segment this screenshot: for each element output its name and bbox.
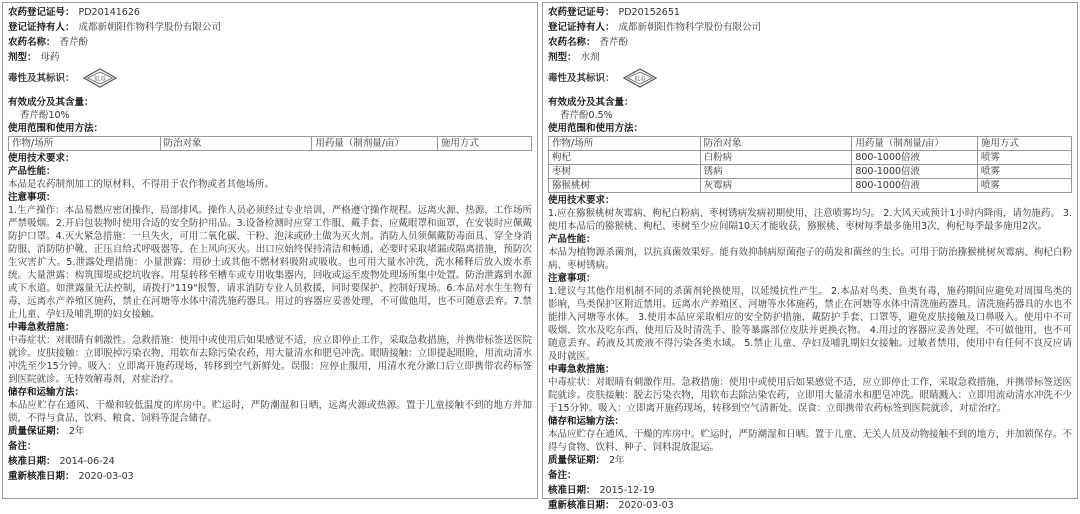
low-toxicity-diamond-icon <box>623 68 657 88</box>
usage-table <box>8 136 532 151</box>
registration-number-value: PD20141626 <box>78 7 140 18</box>
toxicity-label: 毒性及其标识： <box>548 72 615 84</box>
usage-heading: 使用范围和使用方法： <box>8 123 104 134</box>
cell-crop: 枣树 <box>549 165 701 179</box>
certificate-holder-value: 成都新朝阳作物科学股份有限公司 <box>78 22 222 33</box>
registration-number-label: 农药登记证号： <box>8 7 75 18</box>
remark-row <box>548 469 1072 484</box>
cell-target: 锈病 <box>700 165 852 179</box>
registration-number-value: PD20152651 <box>618 7 680 18</box>
low-toxicity-icon-text: 低毒 <box>633 76 646 83</box>
formulation-label: 剂型： <box>8 52 37 63</box>
approval-date-value: 2015-12-19 <box>599 485 655 496</box>
pesticide-name-label: 农药名称： <box>8 37 56 48</box>
usage-col-crop: 作物/场所 <box>549 137 701 151</box>
warranty-value: 2年 <box>609 455 625 466</box>
first-aid-text: 中毒症状：对眼睛有刺激性。急救措施：使用中或使用后如果感觉不适，应立即停止工作，采取急救措施，并携带标签送医院就诊。皮肤接触：立即脱掉污染衣物，用软布去除污染农药，用大量清水和肥皂冲洗。眼睛接触：立即提起眼睑，用流动清水冲洗至少15分钟。吸入：立即离开施药现场，转移到空气新鲜处。误服：应停止服用，用清水充分漱口后立即携带农药标签到医院就诊。无特效解毒剂，对症治疗。 <box>8 335 532 385</box>
certificate-holder-row <box>8 21 532 36</box>
reapproval-date-row <box>8 470 532 485</box>
pesticide-label-panel-left <box>2 2 538 499</box>
toxicity-label: 毒性及其标识： <box>8 72 75 84</box>
warranty-row <box>8 425 532 440</box>
cell-method: 喷雾 <box>977 179 1071 193</box>
usage-col-method: 施用方式 <box>977 137 1071 151</box>
approval-date-label: 核准日期： <box>548 485 596 496</box>
usage-heading: 使用范围和使用方法： <box>548 123 644 134</box>
cell-crop: 猕猴桃树 <box>549 179 701 193</box>
warranty-label: 质量保证期： <box>8 426 66 437</box>
cell-method: 喷雾 <box>977 165 1071 179</box>
certificate-holder-value: 成都新朝阳作物科学股份有限公司 <box>618 22 762 33</box>
approval-date-row <box>8 455 532 470</box>
cell-dosage: 800-1000倍液 <box>852 151 978 165</box>
warranty-value: 2年 <box>69 426 85 437</box>
approval-date-row <box>548 484 1072 499</box>
registration-number-row <box>8 6 532 21</box>
cell-dosage: 800-1000倍液 <box>852 179 978 193</box>
first-aid-heading: 中毒急救措施： <box>8 322 75 333</box>
reapproval-date-value: 2020-03-03 <box>618 500 674 511</box>
certificate-holder-label: 登记证持有人： <box>548 22 615 33</box>
remark-row <box>8 440 532 455</box>
usage-table-header-row <box>9 137 532 151</box>
reapproval-date-value: 2020-03-03 <box>78 471 134 482</box>
cell-dosage: 800-1000倍液 <box>852 165 978 179</box>
pesticide-name-value: 香芹酚 <box>599 37 629 48</box>
reapproval-date-label: 重新核准日期： <box>8 471 75 482</box>
ingredient-heading: 有效成分及其含量： <box>8 97 94 108</box>
usage-table-row <box>549 179 1072 193</box>
approval-date-label: 核准日期： <box>8 456 56 467</box>
ingredient-value: 香芹酚10% <box>20 110 70 121</box>
cell-method: 喷雾 <box>977 151 1071 165</box>
certificate-holder-row <box>548 21 1072 36</box>
storage-text: 本品应贮存在通风、干燥的库房中。贮运时，严防潮湿和日晒。置于儿童、无关人员及动物接触不到的地方，并加锁保存。不得与食物、饮料、种子、饲料混放混运。 <box>548 429 1072 453</box>
cautions-heading: 注意事项： <box>8 192 56 203</box>
usage-col-dosage: 用药量（制剂量/亩） <box>852 137 978 151</box>
product-performance-heading: 产品性能： <box>8 166 56 177</box>
registration-number-label: 农药登记证号： <box>548 7 615 18</box>
storage-heading: 储存和运输方法： <box>8 387 85 398</box>
ingredient-value: 香芹酚0.5% <box>560 110 613 121</box>
usage-col-target: 防治对象 <box>160 137 312 151</box>
formulation-row <box>8 51 532 66</box>
usage-col-crop: 作物/场所 <box>9 137 161 151</box>
cautions-text: 1.建议与其他作用机制不同的杀菌剂轮换使用，以延缓抗性产生。 2.本品对鸟类、鱼类有毒，施药期间应避免对周围鸟类的影响，鸟类保护区附近禁用。远离水产养殖区、河塘等水体施药，禁止在河塘等水体中清洗施药器具。清洗施药器具的水也不能排入河塘等水体。 3.使用本品应采取相应的安全防护措施，戴防护手套、口罩等，避免皮肤接触及口鼻吸入。使用中不可吸烟、饮水及吃东西，使用后及时清洗手、脸等暴露部位皮肤并更换衣物。 4.用过的容器应妥善处理，不可做他用，也不可随意丢弃。药液及其废液不得污染各类水域。 5.禁止儿童、孕妇及哺乳期妇女接触。过敏者禁用，使用中有任何不良反应请及时就医。 <box>548 286 1072 362</box>
usage-table <box>548 136 1072 193</box>
cell-crop: 枸杞 <box>549 151 701 165</box>
warranty-label: 质量保证期： <box>548 455 606 466</box>
formulation-label: 剂型： <box>548 52 577 63</box>
usage-table-header-row <box>549 137 1072 151</box>
cell-target: 灰霉病 <box>700 179 852 193</box>
cell-target: 白粉病 <box>700 151 852 165</box>
tech-requirements-heading: 使用技术要求： <box>8 153 75 164</box>
pesticide-name-row <box>548 36 1072 51</box>
reapproval-date-label: 重新核准日期： <box>548 500 615 511</box>
pesticide-name-label: 农药名称： <box>548 37 596 48</box>
formulation-value: 母药 <box>40 52 60 63</box>
ingredient-heading: 有效成分及其含量： <box>548 97 634 108</box>
usage-table-row <box>549 165 1072 179</box>
usage-col-target: 防治对象 <box>700 137 852 151</box>
pesticide-name-row <box>8 36 532 51</box>
product-performance-heading: 产品性能： <box>548 234 596 245</box>
low-toxicity-icon-text: 低毒 <box>93 76 106 83</box>
storage-text: 本品应贮存在通风、干燥和较低温度的库房中。贮运时，严防潮湿和日晒，远离火源或热源。置于儿童接触不到的地方并加锁，不得与食品、饮料、粮食、饲料等混合储存。 <box>8 400 532 424</box>
reapproval-date-row <box>548 499 1072 514</box>
toxicity-row <box>8 66 532 90</box>
certificate-holder-label: 登记证持有人： <box>8 22 75 33</box>
tech-requirements-text: 1.应在猕猴桃树灰霉病、枸杞白粉病、枣树锈病发病初期使用，注意喷雾均匀。 2.大风天或预计1小时内降雨，请勿施药。 3.使用本品后的猕猴桃、枸杞、枣树至少应间隔10天才能收获，猕猴桃、枣树每季最多施用3次，枸杞每季最多施用2次。 <box>548 208 1072 232</box>
toxicity-row <box>548 66 1072 90</box>
registration-number-row <box>548 6 1072 21</box>
low-toxicity-diamond-icon <box>83 68 117 88</box>
storage-heading: 储存和运输方法： <box>548 416 625 427</box>
product-performance-text: 本品是农药制剂加工的原材料，不得用于农作物或者其他场所。 <box>8 179 275 190</box>
remark-label: 备注： <box>548 470 577 481</box>
first-aid-text: 中毒症状：对眼睛有刺激作用。急救措施：使用中或使用后如果感觉不适，应立即停止工作，采取急救措施，并携带标签送医院就诊。皮肤接触：脱去污染衣物，用软布去除沾染农药，立即用大量清水和肥皂冲洗。眼睛溅入：立即用流动清水冲洗不少于15分钟。吸入：立即离开施药现场，转移到空气清新处。误食：立即携带农药标签到医院就诊，对症治疗。 <box>548 377 1072 414</box>
product-performance-text: 本品为植物源杀菌剂，以抗真菌效果好。能有效抑制病原菌孢子的萌发和菌丝的生长。可用于防治猕猴桃树灰霉病、枸杞白粉病、枣树锈病。 <box>548 247 1072 271</box>
cautions-heading: 注意事项： <box>548 273 596 284</box>
warranty-row <box>548 454 1072 469</box>
usage-table-row <box>549 151 1072 165</box>
approval-date-value: 2014-06-24 <box>59 456 115 467</box>
pesticide-name-value: 香芹酚 <box>59 37 89 48</box>
tech-requirements-heading: 使用技术要求： <box>548 195 615 206</box>
first-aid-heading: 中毒急救措施： <box>548 364 615 375</box>
formulation-value: 水剂 <box>580 52 600 63</box>
usage-col-method: 施用方式 <box>437 137 531 151</box>
formulation-row <box>548 51 1072 66</box>
usage-col-dosage: 用药量（制剂量/亩） <box>312 137 438 151</box>
remark-label: 备注： <box>8 441 37 452</box>
cautions-text: 1.生产操作：本品易燃应密闭操作，局部排风。操作人员必须经过专业培训，严格遵守操作规程。远离火源、热源，工作场所严禁吸烟。2.开启包装物时使用合适的安全防护用品。3.设备检测时应穿工作服、戴手套、应戴眼罩和面罩，在安装时应佩戴防护口罩。4.灭火紧急措施：一旦失火，可用二氧化碳、干粉、泡沫或砂土做为灭火剂。消防人员须佩戴防毒面具、穿全身消防服、消防防护靴、正压自给式呼吸器等，在上风向灭火。出口应始终保持清洁和畅通，必要时采取堵漏或隔离措施，预防次生灾害扩大。5.泄露处理措施：小量泄露：用砂土或其他不燃材料吸附或吸收。也可用大量水冲洗，洗水稀释后放入废水系统。大量泄露：构筑围堤或挖坑收容。用泵转移至槽车或专用收集器内，回收或运至废物处理场所集中处置。防治泄露到水源或下水道。如泄露量无法控制，请拨打"119"报警，请求消防专业人员救援，同时要保护、控制好现场。6.本品对水生生物有毒，远离水产养殖区施药，禁止在河塘等水体中清洗施药器具。用过的容器应妥善处理，不可做他用，也不可随意丢弃。7.禁止儿童、孕妇及哺乳期的妇女接触。 <box>8 205 532 320</box>
pesticide-label-panel-right <box>542 2 1078 511</box>
